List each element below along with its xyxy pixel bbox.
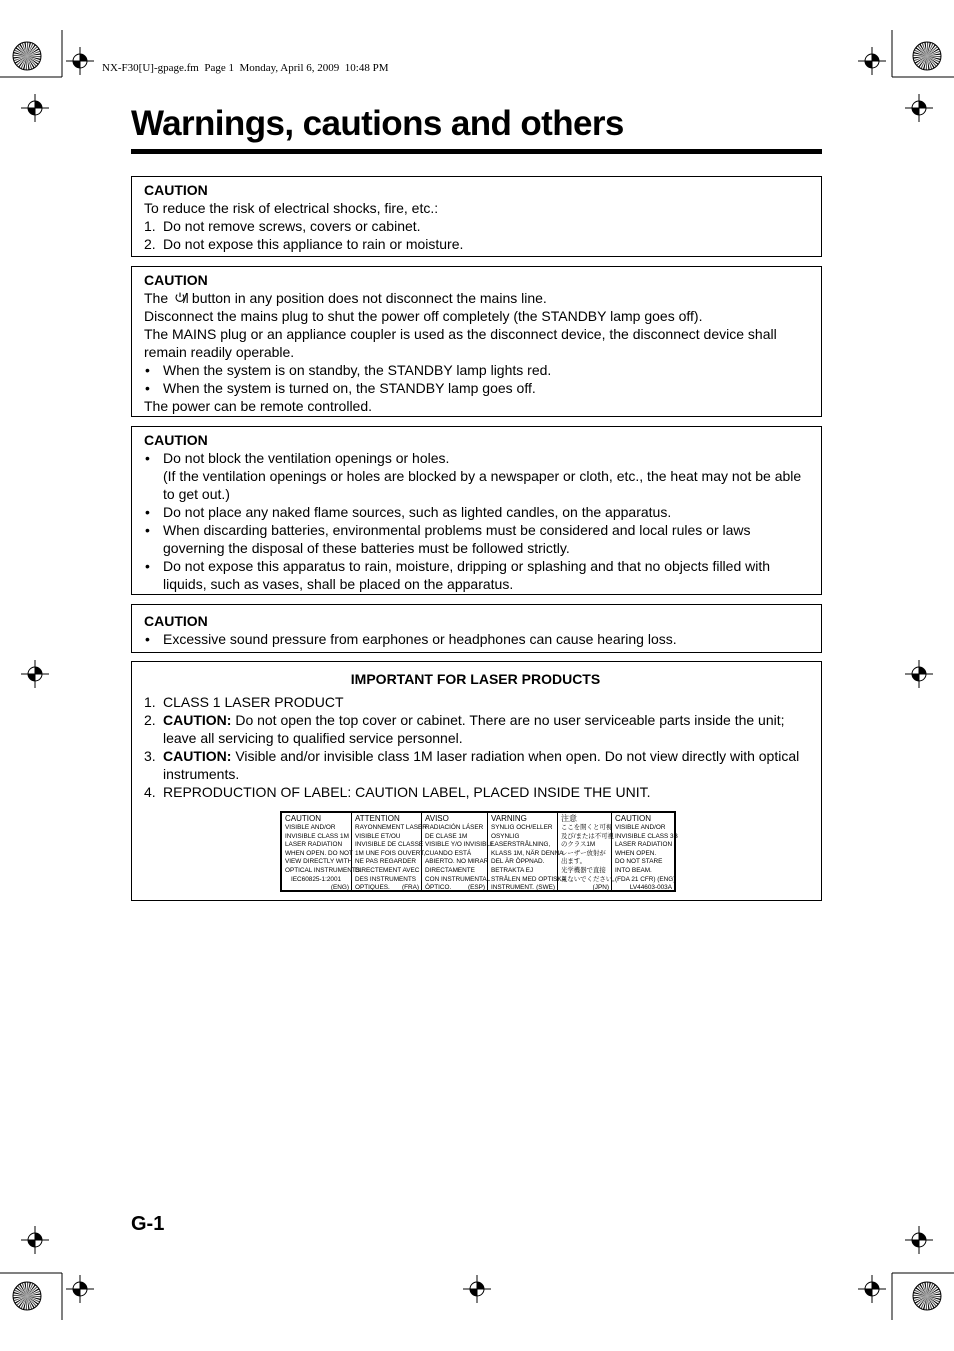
caution-heading: CAUTION — [144, 613, 208, 629]
list-item-subtext: (If the ventilation openings or holes are blocked by a newspaper or cloth, etc., the heat may not be able to get out.) — [163, 468, 802, 502]
bullet-marker: • — [145, 450, 150, 466]
list-item-text: When the system is turned on, the STANDBY lamp goes off. — [163, 380, 536, 396]
bullet-marker: • — [145, 362, 150, 378]
list-marker: 2. — [144, 712, 156, 728]
label-line: OPTICAL INSTRUMENTS. — [285, 866, 362, 874]
list-item-text: Do not expose this apparatus to rain, moisture, dripping or splashing and that no objects filled with liquids, such as vases, shall be placed on the apparatus. — [163, 558, 771, 592]
bullet-marker: • — [145, 631, 150, 647]
caution-heading: CAUTION — [144, 432, 208, 448]
label-line: レーザー放射が — [561, 849, 606, 857]
caution-text: The — [144, 290, 169, 306]
label-line: INVISIBLE CLASS 3B — [615, 832, 678, 840]
list-item-label: CAUTION: — [163, 748, 232, 764]
label-line: KLASS 1M, NÄR DENNA — [491, 849, 564, 857]
label-line: DIRECTAMENTE — [425, 866, 475, 874]
label-line: ÓPTICO. — [425, 884, 452, 892]
caution-intro: To reduce the risk of electrical shocks, fire, etc.: — [144, 200, 439, 216]
label-line: のクラス1M — [561, 841, 596, 849]
list-item-text: Do not open the top cover or cabinet. There are no user serviceable parts inside the unit; leave all servicing to qualified service personnel. — [163, 712, 785, 746]
label-line: CON INSTRUMENTAL — [425, 875, 491, 883]
label-line: VISIBLE ET/OU — [355, 832, 401, 840]
label-line: VISIBLE AND/OR — [615, 824, 666, 831]
label-heading: 注意 — [561, 814, 577, 823]
label-language-tag: (ENG) — [330, 884, 349, 892]
list-item-text: CLASS 1 LASER PRODUCT — [163, 694, 344, 710]
list-item-text: Do not remove screws, covers or cabinet. — [163, 218, 421, 234]
label-line: INVISIBLE DE CLASSE — [355, 841, 424, 849]
label-language-tag: (JPN) — [592, 884, 609, 892]
label-line: ここを開くと可視 — [561, 824, 613, 831]
laser-heading: IMPORTANT FOR LASER PRODUCTS — [350, 671, 601, 687]
label-line: DE CLASE 1M — [425, 832, 468, 840]
label-line: LV44603-003A — [629, 884, 672, 892]
label-line: DEL ÄR ÖPPNAD. — [491, 858, 545, 866]
label-line: VIEW DIRECTLY WITH — [285, 858, 353, 866]
list-marker: 3. — [144, 748, 156, 764]
label-heading: AVISO — [425, 814, 449, 823]
label-line: WHEN OPEN. DO NOT — [285, 849, 353, 857]
label-line: DIRECTEMENT AVEC — [355, 866, 420, 874]
list-item-text: Do not block the ventilation openings or holes. — [163, 450, 450, 466]
label-language-tag: (ESP) — [467, 884, 485, 892]
label-line: WHEN OPEN. — [615, 849, 657, 857]
list-marker: 2. — [144, 236, 156, 252]
label-line: DES INSTRUMENTS — [355, 875, 417, 883]
label-line: VISIBLE Y/O INVISIBLE — [425, 841, 495, 849]
label-line: CUANDO ESTÁ — [425, 849, 472, 857]
bullet-marker: • — [145, 504, 150, 520]
label-line: SYNLIG OCH/ELLER — [491, 824, 553, 831]
label-line: IEC60825-1:2001 — [291, 875, 342, 883]
caution-line: Disconnect the mains plug to shut the power off completely (the STANDBY lamp goes off). — [144, 308, 703, 324]
label-heading: CAUTION — [285, 814, 321, 823]
label-language-tag: (SWE) — [536, 884, 555, 892]
label-line: INTO BEAM. — [615, 866, 652, 874]
label-line: RADIACIÓN LÁSER — [425, 824, 484, 831]
label-line: BETRAKTA EJ — [491, 866, 534, 874]
label-line: LASERSTRÅLNING, — [491, 841, 551, 849]
label-line: OPTIQUES. — [355, 884, 390, 892]
bullet-marker: • — [145, 380, 150, 396]
label-line: 出ます。 — [561, 858, 587, 866]
list-item-text: Visible and/or invisible class 1M laser radiation when open. Do not view directly with optical instruments. — [163, 748, 800, 782]
label-line: STRÅLEN MED OPTISKA — [491, 875, 566, 883]
list-marker: 1. — [144, 694, 156, 710]
label-line: VISIBLE AND/OR — [285, 824, 336, 831]
label-line: 及び/または不可視 — [561, 832, 614, 840]
label-line: 1M UNE FOIS OUVERT, — [355, 849, 426, 857]
caution-heading: CAUTION — [144, 182, 208, 198]
label-line: 光学機器で直接 — [561, 866, 606, 874]
label-line: NE PAS REGARDER — [355, 858, 416, 866]
list-item-text: Do not place any naked flame sources, such as lighted candles, on the apparatus. — [163, 504, 672, 520]
list-item-text: When the system is on standby, the STANDBY lamp lights red. — [163, 362, 552, 378]
label-line: DO NOT STARE — [615, 858, 663, 866]
list-marker: 1. — [144, 218, 156, 234]
label-language-tag: (FRA) — [401, 884, 419, 892]
caution-line: The MAINS plug or an appliance coupler is used as the disconnect device, the disconnect device shall remain readily operable. — [144, 326, 777, 360]
label-line: (FDA 21 CFR) (ENG) — [615, 875, 676, 883]
label-heading: VARNING — [491, 814, 527, 823]
caution-text: button in any position does not disconnect the mains line. — [191, 290, 547, 306]
label-heading: CAUTION — [615, 814, 651, 823]
label-line: LASER RADIATION — [615, 841, 673, 849]
caution-footer: The power can be remote controlled. — [144, 398, 373, 414]
bullet-marker: • — [145, 558, 150, 574]
label-line: INSTRUMENT. — [491, 884, 534, 892]
list-item-text: When discarding batteries, environmental problems must be considered and local rules or laws governing the disposal of these batteries must be followed strictly. — [163, 522, 751, 556]
label-line: RAYONNEMENT LASER — [355, 824, 427, 831]
list-item-text: Excessive sound pressure from earphones or headphones can cause hearing loss. — [163, 631, 677, 647]
label-line: INVISIBLE CLASS 1M — [285, 832, 349, 840]
bullet-marker: • — [145, 522, 150, 538]
list-marker: 4. — [144, 784, 156, 800]
caution-heading: CAUTION — [144, 272, 208, 288]
page-title: Warnings, cautions and others — [131, 104, 624, 143]
print-header: NX-F30[U]-gpage.fm Page 1 Monday, April 6, 2009 10:48 PM — [102, 62, 389, 74]
label-line: LASER RADIATION — [285, 841, 343, 849]
label-line: OSYNLIG — [491, 832, 520, 840]
page-number: G-1 — [131, 1213, 165, 1235]
label-heading: ATTENTION — [355, 814, 400, 823]
list-item-label: CAUTION: — [163, 712, 232, 728]
label-line: ABIERTO. NO MIRAR — [425, 858, 489, 866]
list-item-text: Do not expose this appliance to rain or moisture. — [163, 236, 464, 252]
label-line: 見ないでください。 — [561, 875, 619, 883]
list-item-text: REPRODUCTION OF LABEL: CAUTION LABEL, PLACED INSIDE THE UNIT. — [163, 784, 651, 800]
